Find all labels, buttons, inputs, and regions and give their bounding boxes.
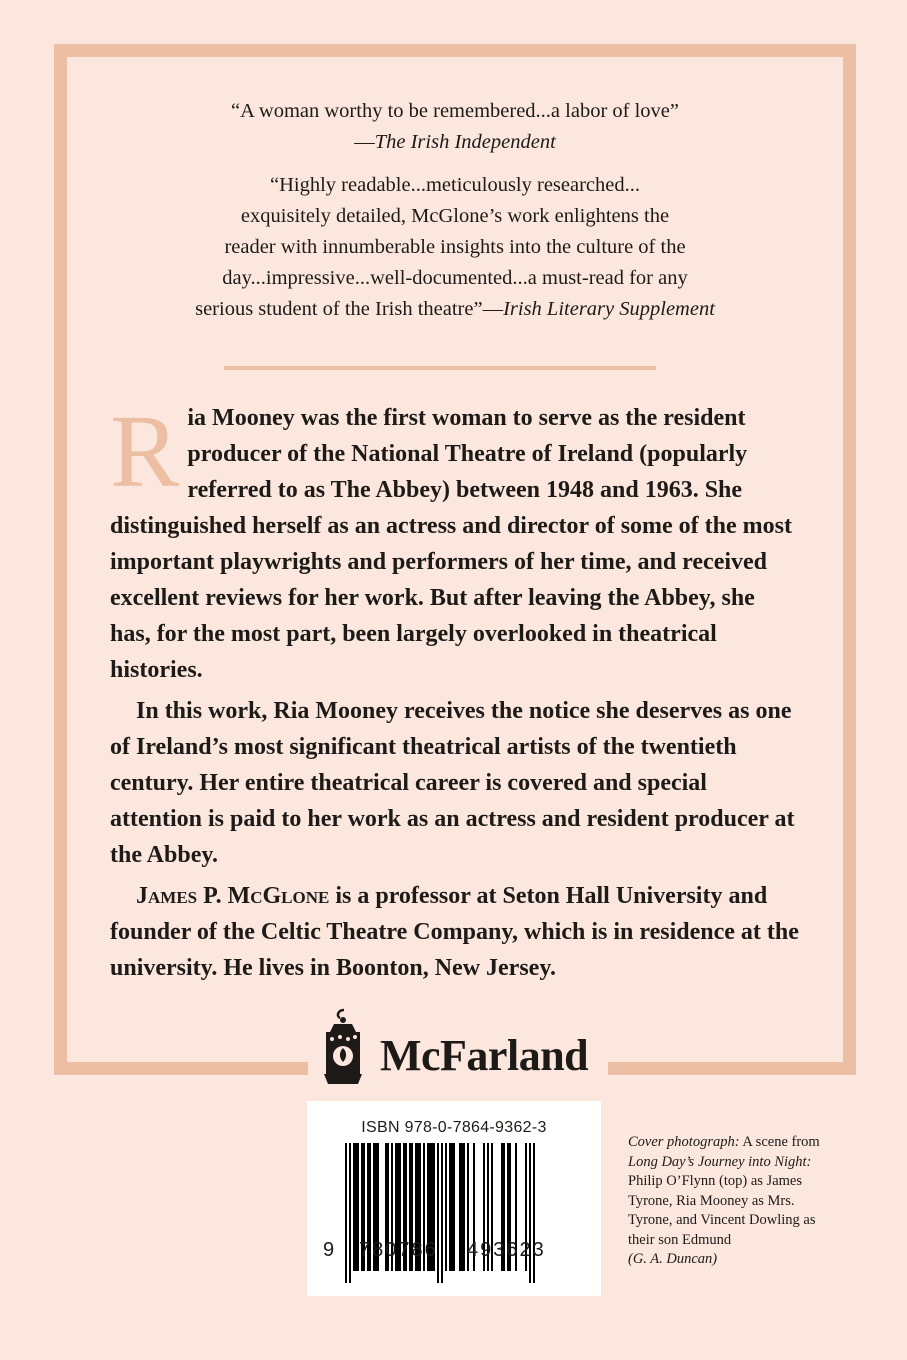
barcode-bar bbox=[437, 1143, 439, 1283]
lantern-icon bbox=[314, 1006, 370, 1090]
barcode-bar bbox=[459, 1143, 465, 1271]
credit-photographer: (G. A. Duncan) bbox=[628, 1251, 718, 1267]
drop-cap: R bbox=[110, 394, 180, 509]
barcode-digits-left: 780786 bbox=[359, 1239, 438, 1261]
em-dash: — bbox=[354, 131, 375, 153]
review-quote-2 bbox=[67, 170, 843, 325]
author-bio bbox=[110, 878, 800, 986]
credit-text-2: Philip O’Flynn (top) as James Tyrone, Ria Mooney as Mrs. Tyrone, and Vincent Dowling as their son Edmund bbox=[628, 1173, 816, 1248]
section-divider bbox=[224, 366, 656, 370]
review-quote-2-line: exquisitely detailed, McGlone’s work enlightens the bbox=[240, 205, 670, 227]
barcode-bar bbox=[441, 1143, 443, 1283]
barcode-bar bbox=[529, 1143, 531, 1283]
book-description bbox=[110, 394, 800, 991]
review-quote-1-source: The Irish Independent bbox=[374, 131, 556, 153]
description-paragraph-1 bbox=[110, 394, 800, 688]
publisher-name: McFarland bbox=[380, 1030, 589, 1080]
description-paragraph-1-text: ia Mooney was the first woman to serve as the resident producer of the National Theatre of Ireland (popularly referred to as The Abbey) between 1948 and 1963. She distinguished herself as an actress and director of some of the most important playwrights and performers of her time, and received excellent reviews for her work. But after leaving the Abbey, she has, for the most part, been largely overlooked in theatrical histories. bbox=[110, 405, 792, 683]
review-quote-1 bbox=[67, 96, 843, 158]
description-paragraph-2: In this work, Ria Mooney receives the notice she deserves as one of Ireland’s most significant theatrical artists of the twentieth century. Her entire theatrical career is covered and special attention is paid to her work as an actress and resident producer at the Abbey. bbox=[110, 698, 795, 868]
publisher-logo bbox=[308, 1008, 608, 1088]
review-quote-2-line: serious student of the Irish theatre” bbox=[195, 298, 483, 320]
barcode-bar bbox=[449, 1143, 455, 1271]
credit-play-title: Long Day’s Journey into Night: bbox=[628, 1153, 812, 1170]
review-quote-1-text: “A woman worthy to be remembered...a labor of love” bbox=[231, 100, 679, 122]
em-dash: — bbox=[482, 298, 504, 320]
barcode-bar bbox=[345, 1143, 347, 1283]
author-bio-text: is a professor at Seton Hall University and founder of the Celtic Theatre Company, which is in residence at the university. He lives in Boonton, New Jersey. bbox=[110, 883, 799, 981]
barcode-bar bbox=[533, 1143, 535, 1283]
barcode-digit-first: 9 bbox=[323, 1239, 335, 1261]
cover-photo-credit bbox=[628, 1133, 828, 1270]
review-quotes bbox=[67, 96, 843, 325]
barcode-graphic bbox=[321, 1143, 587, 1283]
credit-label: Cover photograph: bbox=[628, 1134, 740, 1150]
barcode-area bbox=[307, 1101, 601, 1296]
review-quote-2-line: day...impressive...well-documented...a must-read for any bbox=[222, 267, 688, 289]
review-quote-2-line: “Highly readable...meticulously researched... bbox=[270, 174, 640, 196]
credit-text-1: A scene from bbox=[739, 1134, 820, 1150]
barcode-bar bbox=[445, 1143, 447, 1271]
isbn-label: ISBN 978-0-7864-9362-3 bbox=[361, 1119, 547, 1136]
author-name: James P. McGlone bbox=[136, 883, 330, 909]
barcode-bar bbox=[349, 1143, 351, 1283]
review-quote-2-line: reader with innumberable insights into the culture of the bbox=[224, 236, 686, 258]
barcode-digits-right: 493623 bbox=[467, 1239, 546, 1261]
review-quote-2-source: Irish Literary Supplement bbox=[503, 298, 715, 320]
